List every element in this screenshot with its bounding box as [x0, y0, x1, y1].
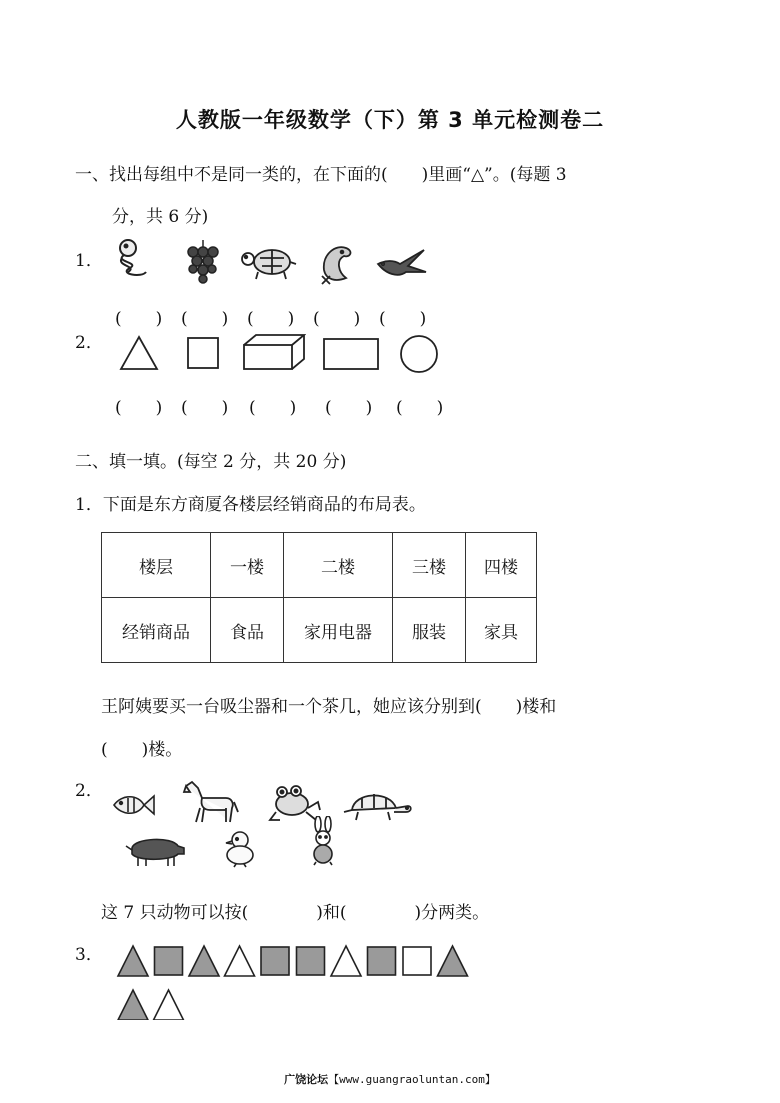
table-cell: 家具: [466, 598, 537, 663]
grapes-icon: [183, 238, 223, 286]
turtle-icon: [338, 786, 414, 826]
chick-icon: [222, 828, 260, 868]
q1-blank-5[interactable]: ( ): [379, 309, 427, 329]
page-title: 人教版一年级数学（下）第 3 单元检测卷二: [175, 108, 605, 132]
horse-icon: [180, 778, 240, 826]
gray-square-shape: [155, 947, 183, 975]
table-row: [102, 533, 537, 598]
table-cell: 服装: [393, 598, 466, 663]
dolphin-icon: [316, 240, 356, 286]
rabbit-icon: [306, 816, 340, 866]
table-cell: 一楼: [211, 533, 284, 598]
square-icon: [186, 336, 220, 370]
section1-heading-cont: 分，共 6 分): [112, 207, 209, 227]
gray-triangle-shape: [118, 990, 148, 1020]
swallow-icon: [374, 242, 428, 282]
table-cell: 三楼: [393, 533, 466, 598]
white-triangle-shape: [154, 990, 184, 1020]
q2-blank-5[interactable]: ( ): [396, 398, 444, 418]
floor-layout-table: [101, 532, 537, 663]
q1-blank-1[interactable]: ( ): [115, 309, 163, 329]
gray-triangle-shape: [189, 946, 219, 976]
pig-icon: [124, 834, 188, 868]
q1-number: 1．: [75, 251, 103, 271]
s2-q2-question: 这 7 只动物可以按( )和( )分两类。: [101, 903, 490, 923]
gray-square-shape: [297, 947, 325, 975]
footer: [0, 1071, 780, 1087]
white-square-shape: [403, 947, 431, 975]
gray-square-shape: [368, 947, 396, 975]
q2-blank-3[interactable]: ( ): [249, 398, 297, 418]
q1-blank-3[interactable]: ( ): [247, 309, 295, 329]
s2-q3-number: 3．: [75, 945, 103, 965]
shape-sequence: [114, 940, 474, 1020]
gray-triangle-shape: [118, 946, 148, 976]
s2-q2-number: 2．: [75, 781, 103, 801]
rectangle-icon: [322, 337, 380, 371]
table-cell: 家用电器: [284, 598, 393, 663]
s2-q1-question-cont: ( )楼。: [101, 740, 183, 760]
triangle-icon: [118, 334, 160, 372]
s2-q1-text: 1．下面是东方商厦各楼层经销商品的布局表。: [75, 495, 426, 515]
circle-icon: [398, 334, 440, 374]
q2-blank-4[interactable]: ( ): [325, 398, 373, 418]
fish-icon: [110, 790, 156, 820]
s2-q1-question: 王阿姨要买一台吸尘器和一个茶几，她应该分别到( )楼和: [101, 697, 557, 717]
q1-blank-2[interactable]: ( ): [181, 309, 229, 329]
section2-heading: 二、填一填。(每空 2 分，共 20 分): [75, 452, 347, 472]
table-row: [102, 598, 537, 663]
q2-blank-1[interactable]: ( ): [115, 398, 163, 418]
cuboid-icon: [242, 333, 306, 371]
gray-square-shape: [261, 947, 289, 975]
white-triangle-shape: [331, 946, 361, 976]
section1-heading: 一、找出每组中不是同一类的，在下面的( )里画“△”。(每题 3: [75, 165, 567, 185]
snake-icon: [110, 236, 152, 284]
q1-blank-4[interactable]: ( ): [313, 309, 361, 329]
table-cell: 二楼: [284, 533, 393, 598]
table-cell: 食品: [211, 598, 284, 663]
footer-site-url: 【www.guangraoluntan.com】: [328, 1073, 496, 1086]
q2-blank-2[interactable]: ( ): [181, 398, 229, 418]
table-cell: 四楼: [466, 533, 537, 598]
q2-number: 2．: [75, 333, 103, 353]
table-cell: 经销商品: [102, 598, 211, 663]
turtle-icon: [240, 242, 298, 282]
footer-site-name: 广饶论坛: [284, 1073, 329, 1086]
table-cell: 楼层: [102, 533, 211, 598]
white-triangle-shape: [225, 946, 255, 976]
gray-triangle-shape: [438, 946, 468, 976]
